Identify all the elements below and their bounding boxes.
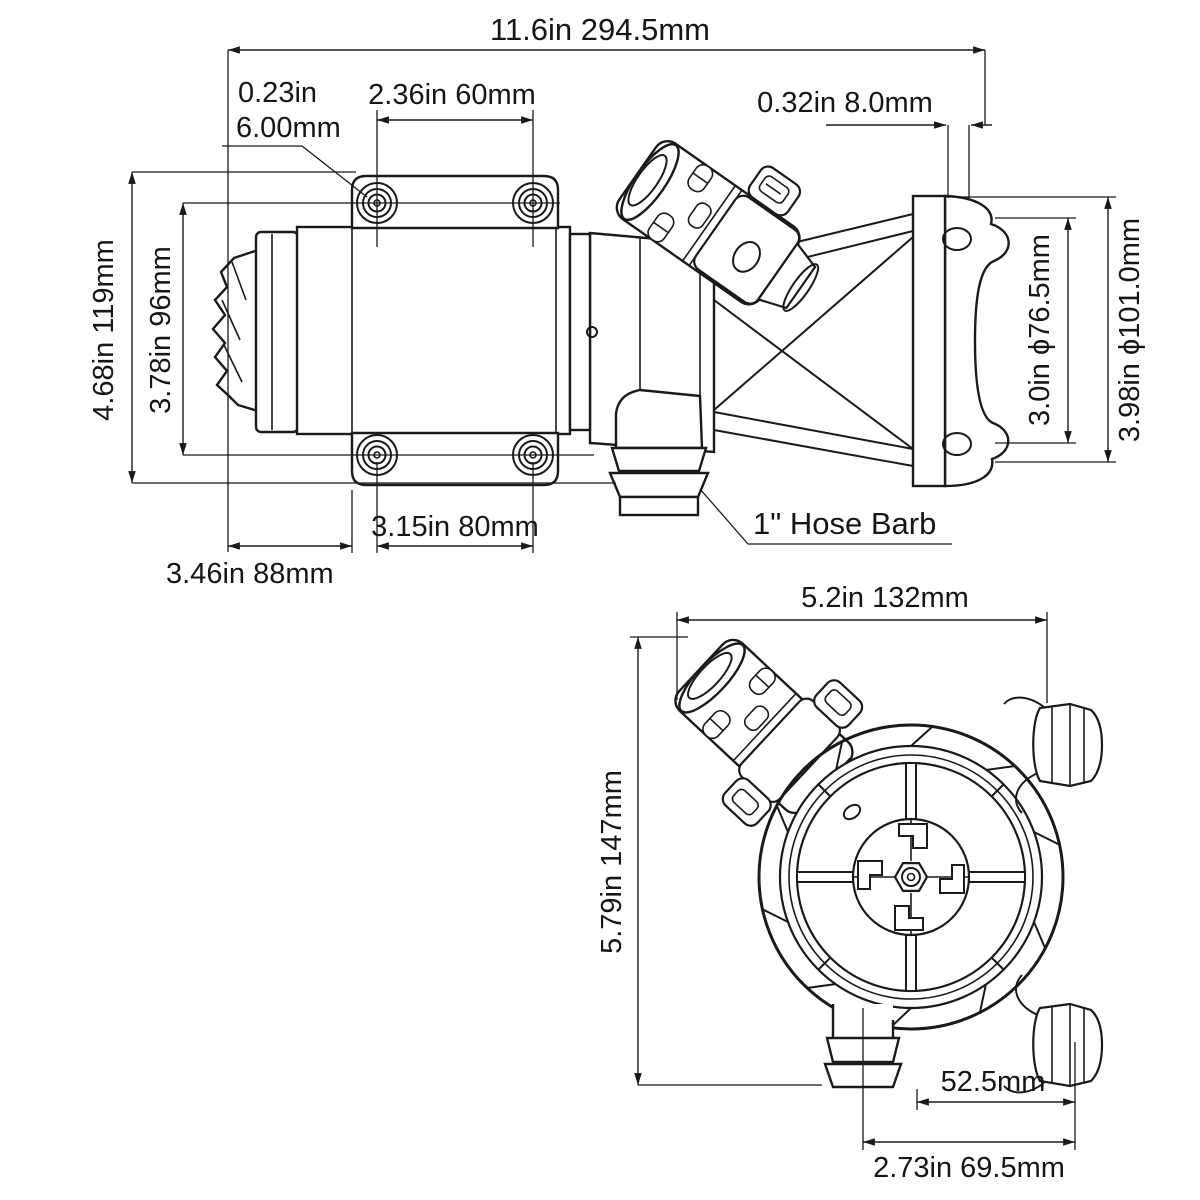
dim-barb-offset: 2.73in 69.5mm	[873, 1152, 1065, 1184]
dim-front-overall-height: 5.79in 147mm	[596, 770, 628, 954]
dim-head-outer-dia: 3.98in ϕ101.0mm	[1114, 217, 1146, 443]
dim-head-port-dia: 3.0in ϕ76.5mm	[1024, 234, 1056, 426]
dim-body-length: 3.46in 88mm	[166, 558, 334, 590]
label-hose-barb: 1" Hose Barb	[753, 506, 937, 541]
dim-mounting-hole-line2: 6.00mm	[236, 112, 341, 144]
front-view	[644, 606, 1102, 1092]
dim-top-hole-spacing: 2.36in 60mm	[368, 79, 536, 111]
dim-mounting-hole-line1: 0.23in	[238, 77, 318, 109]
motor-assembly	[213, 227, 597, 434]
motor-body	[297, 227, 570, 434]
dim-overall-height: 4.68in 119mm	[88, 239, 120, 421]
mounting-flange-side	[913, 196, 1009, 486]
dim-bottom-hole-spacing: 3.15in 80mm	[371, 511, 539, 543]
dim-hole-spacing-vertical: 3.78in 96mm	[145, 246, 177, 414]
dim-overall-length: 11.6in 294.5mm	[490, 12, 710, 47]
retaining-clip-top	[1004, 698, 1102, 813]
dim-port-offset: 52.5mm	[940, 1066, 1046, 1098]
hose-barb-side	[610, 390, 708, 515]
dim-front-overall-width: 5.2in 132mm	[801, 582, 969, 614]
side-view	[213, 106, 1009, 515]
dim-flange-thickness: 0.32in 8.0mm	[757, 87, 933, 119]
